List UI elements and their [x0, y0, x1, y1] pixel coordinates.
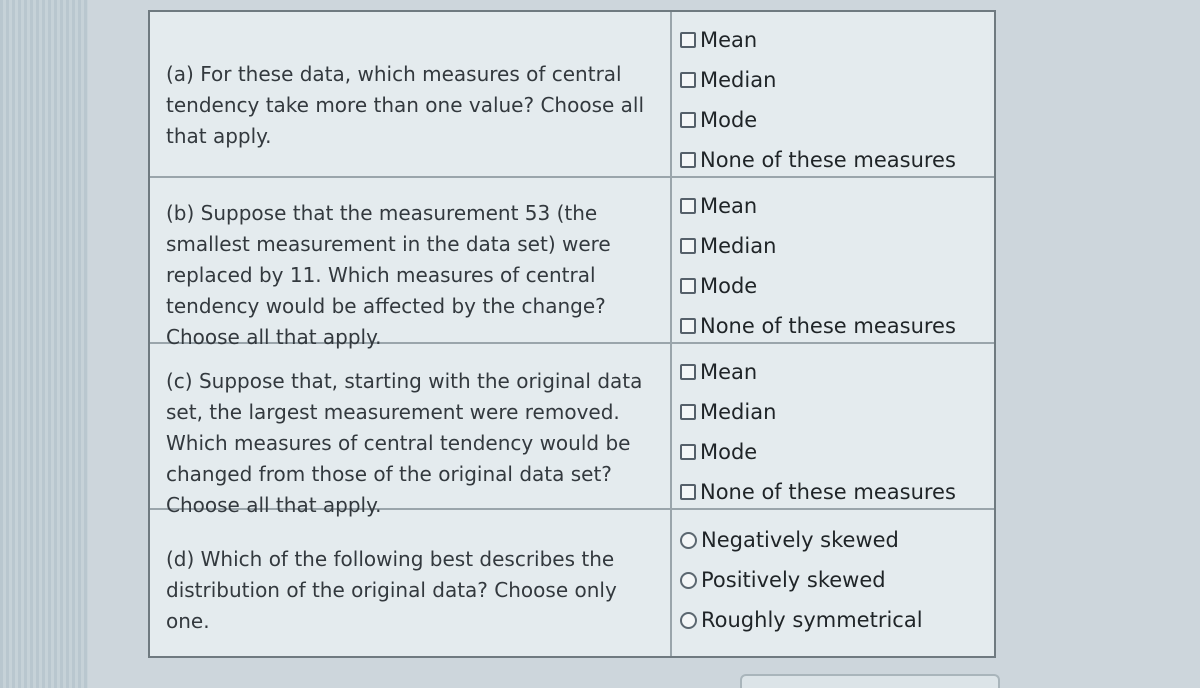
option-a-median[interactable] [680, 60, 776, 100]
background-strip [0, 0, 88, 688]
radio-button[interactable] [680, 572, 697, 589]
checkbox[interactable] [680, 112, 696, 128]
option-a-none[interactable] [680, 140, 956, 180]
question-c-text: (c) Suppose that, starting with the original data set, the largest measurement were removed. Which measures of central tendency would be changed from those of the original data set? Choose all that apply. [166, 369, 643, 517]
question-a-text: (a) For these data, which measures of central tendency take more than one value? Choose all that apply. [166, 62, 645, 148]
question-row-d [150, 510, 994, 656]
checkbox[interactable] [680, 198, 696, 214]
option-label: Median [700, 400, 777, 424]
option-b-none[interactable] [680, 306, 956, 346]
option-b-median[interactable] [680, 226, 776, 266]
question-b-text: (b) Suppose that the measurement 53 (the smallest measurement in the data set) were replaced by 11. Which measures of central tendency would be affected by the change? Choose all that apply. [166, 201, 611, 349]
question-row-a [150, 12, 994, 178]
option-d-positively-skewed[interactable] [680, 560, 886, 600]
checkbox[interactable] [680, 364, 696, 380]
option-label: None of these measures [700, 148, 956, 172]
question-row-b [150, 178, 994, 349]
option-label: Mean [700, 28, 758, 52]
checkbox[interactable] [680, 32, 696, 48]
radio-button[interactable] [680, 532, 697, 549]
option-b-mode[interactable] [680, 266, 757, 306]
option-c-median[interactable] [680, 392, 776, 432]
checkbox[interactable] [680, 238, 696, 254]
option-label: Positively skewed [701, 568, 886, 592]
option-c-none[interactable] [680, 472, 956, 512]
question-row-c [150, 344, 994, 517]
option-label: None of these measures [700, 480, 956, 504]
radio-button[interactable] [680, 612, 697, 629]
question-table [148, 10, 996, 658]
option-d-negatively-skewed[interactable] [680, 520, 899, 560]
checkbox[interactable] [680, 278, 696, 294]
option-label: Mean [700, 360, 758, 384]
checkbox[interactable] [680, 484, 696, 500]
option-label: Median [700, 68, 777, 92]
checkbox[interactable] [680, 318, 696, 334]
checkbox[interactable] [680, 152, 696, 168]
bottom-button-edge[interactable] [740, 674, 1000, 688]
option-label: Negatively skewed [701, 528, 899, 552]
option-label: Roughly symmetrical [701, 608, 923, 632]
option-label: None of these measures [700, 314, 956, 338]
option-d-roughly-symmetrical[interactable] [680, 600, 923, 640]
checkbox[interactable] [680, 444, 696, 460]
option-label: Mode [700, 274, 758, 298]
option-c-mean[interactable] [680, 352, 757, 392]
option-label: Median [700, 234, 777, 258]
option-a-mean[interactable] [680, 20, 757, 60]
option-c-mode[interactable] [680, 432, 757, 472]
option-label: Mode [700, 108, 758, 132]
option-label: Mean [700, 194, 758, 218]
option-a-mode[interactable] [680, 100, 757, 140]
option-b-mean[interactable] [680, 186, 757, 226]
checkbox[interactable] [680, 72, 696, 88]
option-label: Mode [700, 440, 758, 464]
checkbox[interactable] [680, 404, 696, 420]
question-d-text: (d) Which of the following best describes the distribution of the original data? Choose only one. [166, 547, 617, 633]
